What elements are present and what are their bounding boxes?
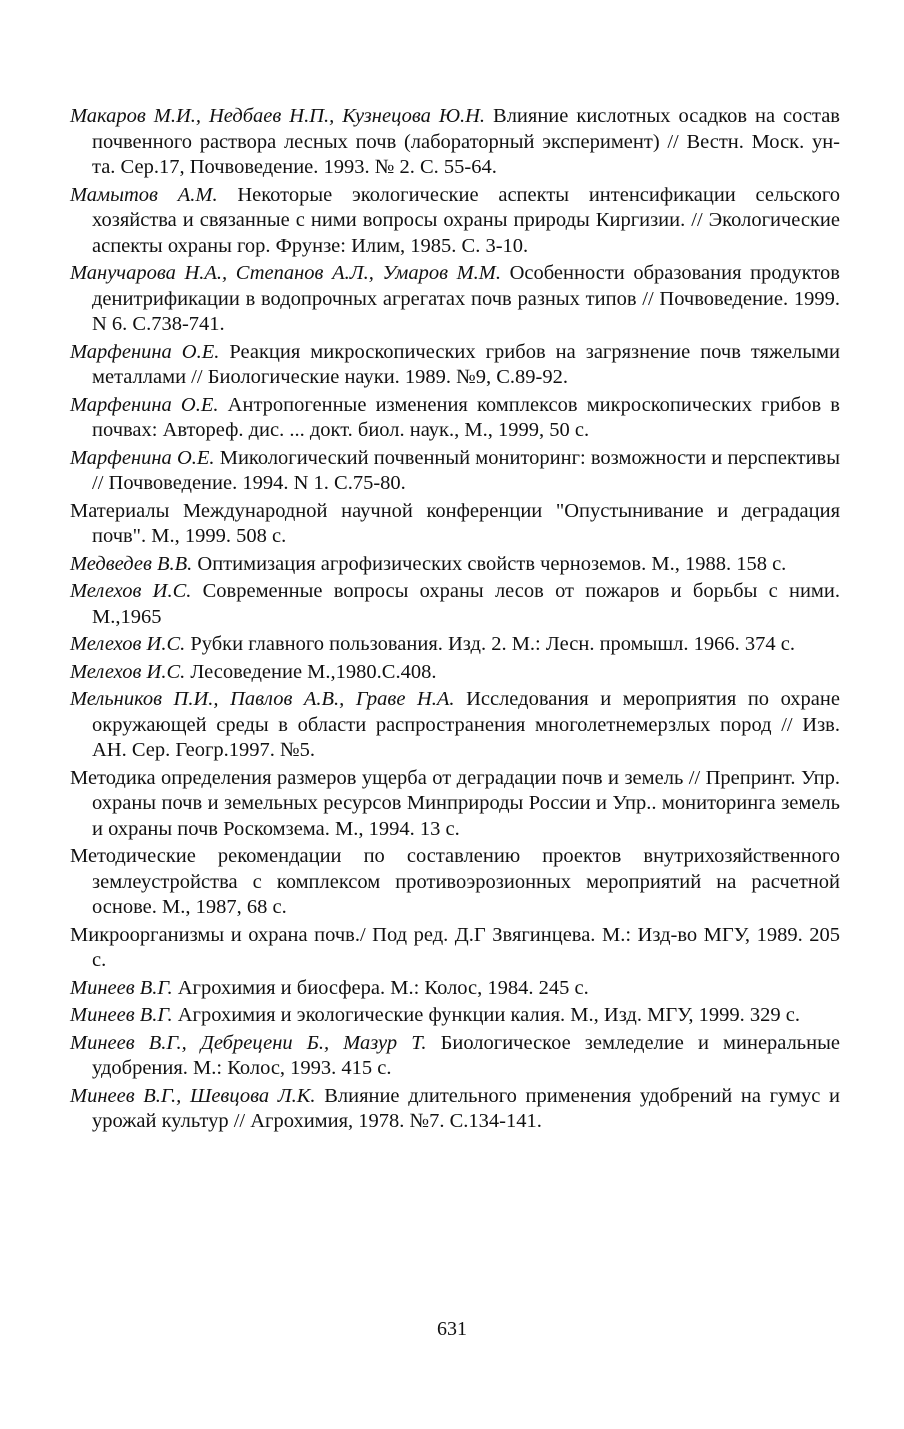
entry-author: Мельников П.И., Павлов А.В., Граве Н.А. [70, 688, 455, 710]
entry-text: Реакция микроскопических грибов на загрязнение почв тяжелыми металлами // Биологические науки. 1989. №9, С.89-92. [92, 340, 840, 388]
entry-text: Рубки главного пользования. Изд. 2. М.: Лесн. промышл. 1966. 374 с. [185, 633, 796, 655]
bibliography-entry [70, 104, 840, 181]
entry-text: Оптимизация агрофизических свойств черноземов. М., 1988. 158 с. [192, 552, 787, 575]
bibliography-entry [70, 1003, 840, 1029]
bibliography-entry [70, 499, 840, 550]
bibliography-entry [70, 446, 840, 497]
bibliography-entry [70, 552, 840, 578]
entry-author: Мелехов И.С. [70, 660, 186, 683]
entry-author: Мелехов И.С. [70, 633, 186, 655]
entry-author: Марфенина О.Е. [70, 446, 215, 469]
entry-text: Влияние длительного применения удобрений на гумус и урожай культур // Агрохимия, 1978. №7. С.134-141. [92, 1084, 840, 1132]
entry-text: Современные вопросы охраны лесов от пожаров и борьбы с ними. М.,1965 [92, 580, 840, 628]
bibliography-entry [70, 1031, 840, 1082]
bibliography-entry [70, 261, 840, 338]
entry-text: Агрохимия и экологические функции калия. М., Изд. МГУ, 1999. 329 с. [172, 1004, 800, 1026]
bibliography-entry [70, 1084, 840, 1135]
entry-author: Макаров М.И., Недбаев Н.П., Кузнецова Ю.Н. [70, 105, 486, 127]
page-number: 631 [437, 1318, 467, 1340]
entry-author: Минеев В.Г. [70, 1004, 173, 1026]
entry-text: Микологический почвенный мониторинг: возможности и перспективы // Почвоведение. 1994. N 1. С.75-80. [92, 446, 840, 494]
bibliography-entry [70, 393, 840, 444]
entry-author: Минеев В.Г. [70, 976, 173, 999]
entry-text: Материалы Международной научной конференции "Опустынивание и деградация почв". М., 1999. 508 с. [70, 499, 840, 547]
entry-author: Минеев В.Г., Дебрецени Б., Мазур Т. [70, 1031, 427, 1054]
bibliography-entry [70, 340, 840, 391]
entry-text: Методика определения размеров ущерба от деградации почв и земель // Препринт. Упр. охраны почв и земельных ресурсов Минприроды России и Упр.. мониторинга земель и охраны почв Роскомзема. М., 1994. 13 с. [70, 766, 840, 840]
entry-text: Особенности образования продуктов денитрификации в водопрочных агрегатах почв разных типов // Почвоведение. 1999. N 6. С.738-741. [92, 262, 840, 335]
bibliography-entry [70, 660, 840, 686]
entry-text: Методические рекомендации по составлению проектов внутрихозяйственного землеустройства с комплексом противоэрозионных мероприятий на расчетной основе. М., 1987, 68 с. [70, 845, 840, 918]
bibliography-list [70, 104, 840, 1137]
entry-text: Микроорганизмы и охрана почв./ Под ред. Д.Г Звягинцева. М.: Изд-во МГУ, 1989. 205 с. [70, 923, 840, 971]
bibliography-entry [70, 632, 840, 658]
bibliography-entry [70, 923, 840, 974]
entry-author: Манучарова Н.А., Степанов А.Л., Умаров М.М. [70, 262, 501, 284]
entry-text: Агрохимия и биосфера. М.: Колос, 1984. 245 с. [172, 976, 589, 999]
entry-text: Некоторые экологические аспекты интенсификации сельского хозяйства и связанные с ними вопросы охраны природы Киргизии. // Экологические аспекты охраны гор. Фрунзе: Илим, 1985. С. 3-10. [92, 183, 840, 257]
entry-author: Минеев В.Г., Шевцова Л.К. [70, 1084, 316, 1107]
entry-author: Марфенина О.Е. [70, 340, 220, 363]
entry-text: Влияние кислотных осадков на состав почвенного раствора лесных почв (лабораторный эксперимент) // Вестн. Моск. ун-та. Сер.17, Почвоведение. 1993. № 2. С. 55-64. [92, 105, 840, 178]
entry-text: Лесоведение М.,1980.С.408. [185, 660, 437, 683]
bibliography-entry [70, 766, 840, 843]
entry-text: Исследования и мероприятия по охране окружающей среды в области распространения многолетнемерзлых пород // Изв. АН. Сер. Геогр.1997. №5. [92, 688, 840, 761]
bibliography-entry [70, 183, 840, 260]
entry-author: Мелехов И.С. [70, 580, 192, 602]
entry-text: Биологическое земледелие и минеральные удобрения. М.: Колос, 1993. 415 с. [92, 1031, 840, 1079]
bibliography-entry [70, 687, 840, 764]
bibliography-entry [70, 976, 840, 1002]
bibliography-entry [70, 844, 840, 921]
entry-text: Антропогенные изменения комплексов микроскопических грибов в почвах: Автореф. дис. ... докт. биол. наук., М., 1999, 50 с. [92, 393, 840, 441]
entry-author: Марфенина О.Е. [70, 393, 219, 416]
entry-author: Мамытов А.М. [70, 183, 218, 206]
entry-author: Медведев В.В. [70, 552, 193, 575]
bibliography-entry [70, 579, 840, 630]
